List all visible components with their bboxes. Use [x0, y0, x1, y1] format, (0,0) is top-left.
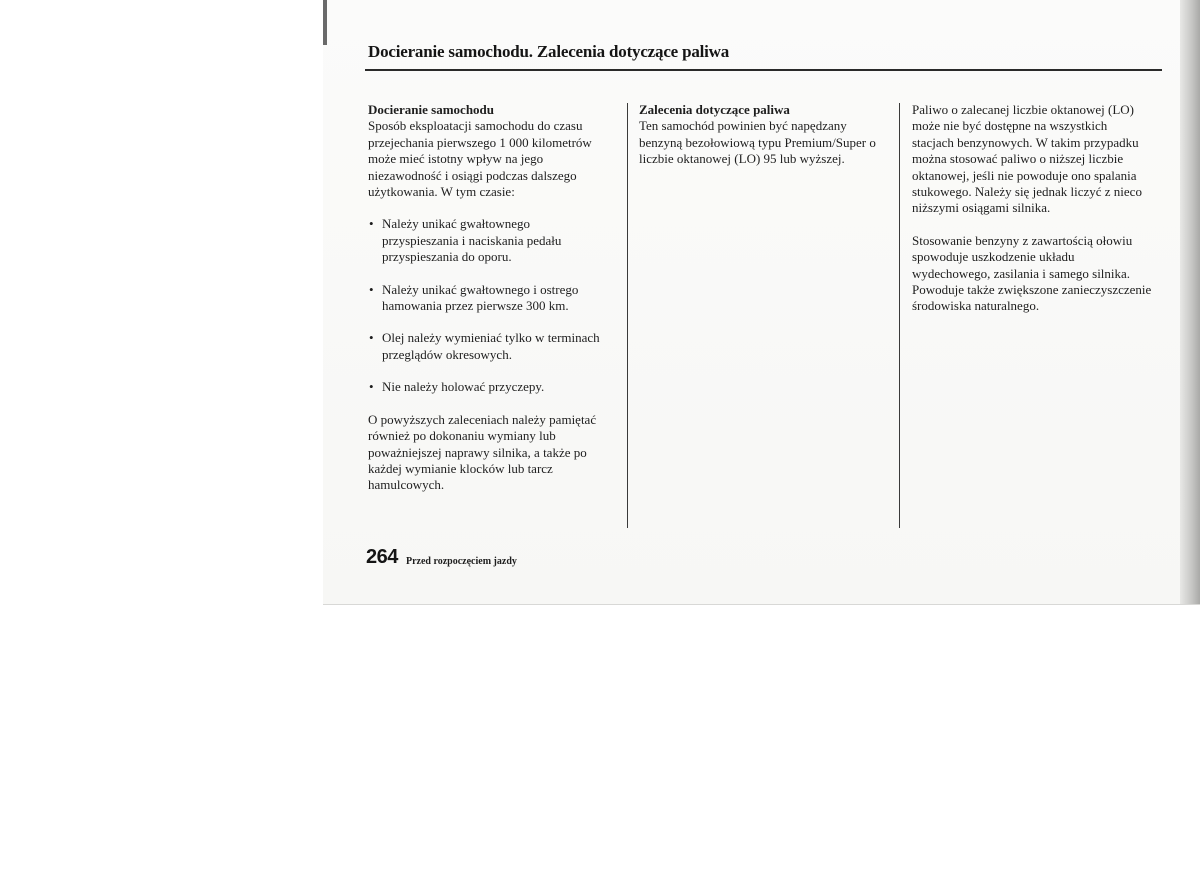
fuel-text: [639, 118, 894, 167]
text-line: Należy unikać gwałtownego: [382, 216, 531, 232]
text-line: może nie być dostępne na wszystkich: [912, 118, 1108, 134]
text-line: stukowego. Należy się jednak liczyć z nieco: [912, 184, 1142, 200]
title-rule: [365, 69, 1162, 71]
heading-break-in: Docieranie samochodu: [368, 102, 495, 117]
column-break-in: [368, 102, 618, 494]
column-fuel-continued: [912, 102, 1162, 315]
text-line: oktanowej, jeśli nie powoduje ono spalania: [912, 167, 1137, 183]
bullet-dot-icon: •: [369, 216, 374, 232]
text-line: stacjach benzynowych. W takim przypadku: [912, 134, 1139, 150]
text-line: hamulcowych.: [368, 477, 445, 493]
text-line: hamowania przez pierwsze 300 km.: [382, 298, 569, 314]
bullet-item: [368, 282, 618, 315]
leaded-fuel-paragraph: [912, 233, 1162, 315]
column-divider: [627, 103, 628, 528]
text-line: każdej wymianie klocków lub tarcz: [368, 460, 553, 476]
text-line: Olej należy wymieniać tylko w terminach: [382, 330, 600, 346]
text-line: spowoduje uszkodzenie układu: [912, 249, 1075, 265]
text-line: poważniejszej naprawy silnika, a także po: [368, 444, 587, 460]
text-line: Ten samochód powinien być napędzany: [639, 118, 847, 134]
section-label: Przed rozpoczęciem jazdy: [406, 556, 517, 567]
text-line: środowiska naturalnego.: [912, 298, 1040, 314]
text-line: niezawodność i osiągi podczas dalszego: [368, 167, 577, 183]
text-line: Należy unikać gwałtownego i ostrego: [382, 281, 579, 297]
page-title: Docieranie samochodu. Zalecenia dotyczące paliwa: [368, 42, 730, 61]
text-line: przyspieszania do oporu.: [382, 249, 512, 265]
text-line: przeglądów okresowych.: [382, 346, 512, 362]
break-in-outro: [368, 412, 618, 494]
text-line: również po dokonaniu wymiany lub: [368, 428, 556, 444]
text-line: można stosować paliwo o niższej liczbie: [912, 151, 1124, 167]
binding-shadow: [323, 0, 327, 45]
text-line: przejechania pierwszego 1 000 kilometrów: [368, 134, 592, 150]
text-line: Powoduje także zwiększone zanieczyszczenie: [912, 282, 1152, 298]
text-line: może mieć istotny wpływ na jego: [368, 151, 544, 167]
bullet-dot-icon: •: [369, 379, 374, 395]
column-fuel: [639, 102, 894, 168]
text-line: Paliwo o zalecanej liczbie oktanowej (LO): [912, 102, 1134, 117]
bullet-dot-icon: •: [369, 330, 374, 346]
page-number: 264: [366, 546, 398, 568]
text-line: Nie należy holować przyczepy.: [382, 379, 545, 395]
bullet-dot-icon: •: [369, 281, 374, 297]
bullet-item: [368, 379, 618, 395]
text-line: Sposób eksploatacji samochodu do czasu: [368, 118, 583, 134]
heading-fuel: Zalecenia dotyczące paliwa: [639, 102, 790, 117]
text-line: użytkowania. W tym czasie:: [368, 184, 515, 200]
text-line: Stosowanie benzyny z zawartością ołowiu: [912, 232, 1133, 248]
bullet-item: [368, 330, 618, 363]
octane-paragraph: [912, 102, 1162, 217]
column-divider: [899, 103, 900, 528]
bullet-item: [368, 216, 618, 265]
break-in-intro: [368, 118, 618, 200]
text-line: benzyną bezołowiową typu Premium/Super o: [639, 134, 876, 150]
text-line: niższymi osiągami silnika.: [912, 200, 1051, 216]
page-edge-shadow: [1180, 0, 1200, 604]
text-line: wydechowego, zasilania i samego silnika.: [912, 265, 1131, 281]
text-line: liczbie oktanowej (LO) 95 lub wyższej.: [639, 151, 845, 167]
text-line: O powyższych zaleceniach należy pamiętać: [368, 411, 597, 427]
text-line: przyspieszania i naciskania pedału: [382, 232, 562, 248]
